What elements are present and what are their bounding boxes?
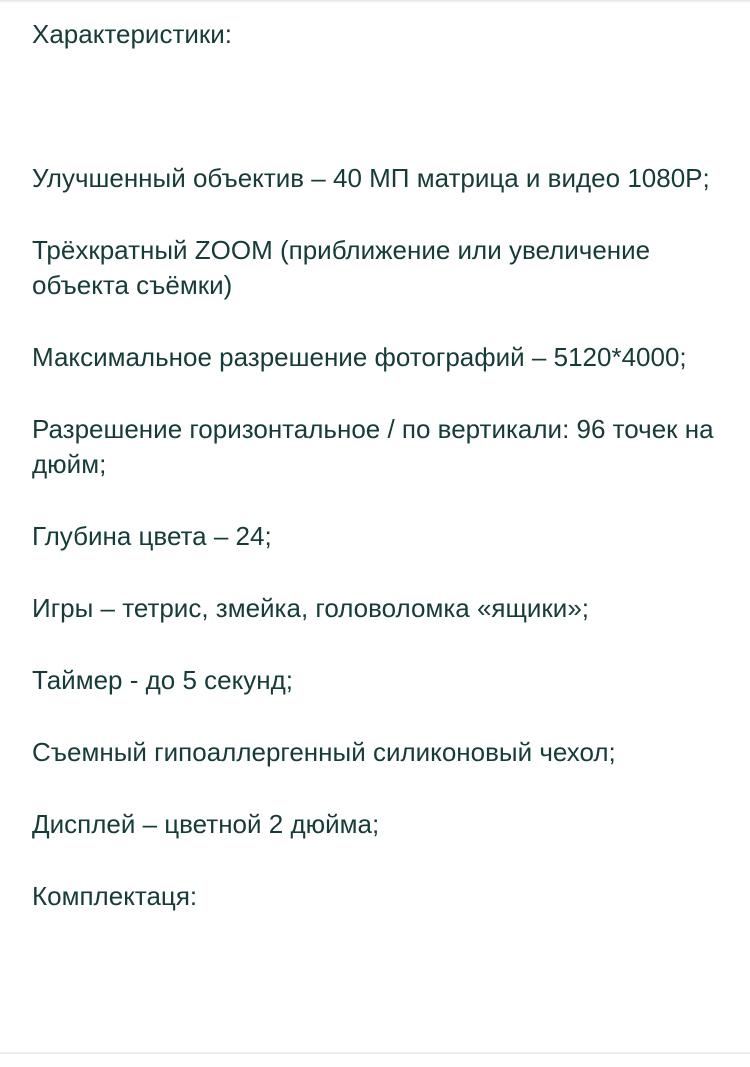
bottom-divider — [0, 1052, 750, 1054]
spec-color-depth: Глубина цвета – 24; — [32, 521, 272, 551]
specs-content — [32, 17, 722, 914]
spec-case: Съемный гипоаллергенный силиконовый чехол; — [32, 737, 616, 767]
spec-games: Игры – тетрис, змейка, головоломка «ящики»; — [32, 593, 590, 623]
top-divider — [0, 0, 750, 3]
spec-zoom: Трёхкратный ZOOM (приближение или увеличение объекта съёмки) — [32, 235, 651, 300]
spec-package-heading: Комплектаця: — [32, 881, 198, 911]
spec-dpi: Разрешение горизонтальное / по вертикали: 96 точек на дюйм; — [32, 414, 714, 479]
spec-display: Дисплей – цветной 2 дюйма; — [32, 809, 380, 839]
spec-lens: Улучшенный объектив – 40 МП матрица и видео 1080P; — [32, 163, 710, 193]
spec-max-resolution: Максимальное разрешение фотографий – 5120*4000; — [32, 342, 687, 372]
specs-heading: Характеристики: — [32, 19, 233, 49]
heading-spacer — [32, 52, 722, 161]
spec-timer: Таймер - до 5 секунд; — [32, 665, 294, 695]
